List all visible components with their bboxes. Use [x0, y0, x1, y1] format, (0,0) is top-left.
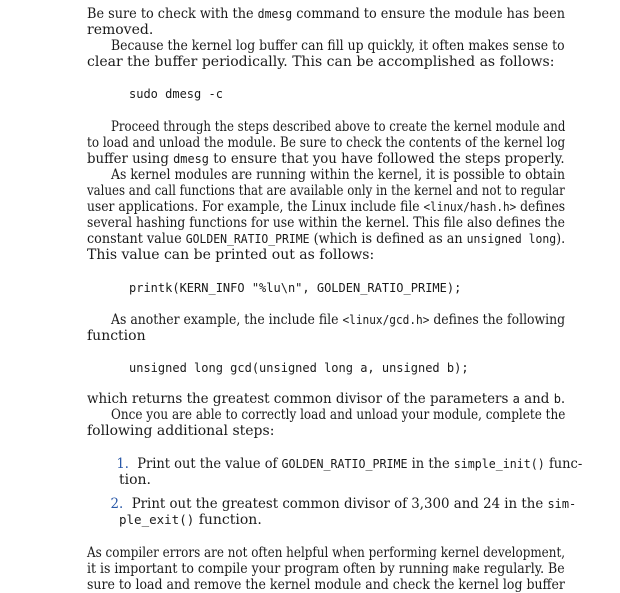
paragraph-line [87, 328, 146, 344]
paragraph-line [87, 22, 153, 38]
text: Proceed through the steps described above to create the kernel module and [111, 119, 566, 135]
text: This value can be printed out as follows: [87, 247, 375, 263]
paragraph-line [87, 577, 565, 593]
list-number: 1. [116, 456, 129, 472]
inline-code: sim- [547, 496, 577, 511]
code-block: printk(KERN_INFO "%lu\n", GOLDEN_RATIO_PRIME); [129, 281, 462, 295]
text: function [87, 328, 146, 344]
inline-code: dmesg [173, 151, 209, 166]
text: clear the buffer periodically. This can be accomplished as follows: [87, 54, 555, 70]
paragraph-line [111, 407, 565, 423]
paragraph-line [111, 312, 565, 328]
paragraph-line [87, 135, 565, 151]
list-item-continuation [119, 472, 151, 488]
text: several hashing functions for use within the kernel. This file also defines the [87, 215, 565, 231]
text: to ensure that you have followed the steps properly. [208, 151, 565, 167]
paragraph-line [87, 151, 565, 167]
inline-code: make [452, 561, 480, 576]
inline-code: GOLDEN_RATIO_PRIME [281, 456, 408, 471]
text: constant value [87, 231, 186, 247]
text: tion. [119, 472, 151, 488]
text: Print out the value of [137, 456, 282, 472]
text: which returns the greatest common divisor of the parameters [87, 391, 513, 407]
text: function. [194, 512, 262, 528]
inline-code: simple_init() [453, 456, 545, 471]
list-item [117, 456, 583, 472]
paragraph-line [87, 561, 565, 577]
inline-code: GOLDEN_RATIO_PRIME [185, 231, 310, 246]
text: following additional steps: [87, 423, 275, 439]
inline-code: ple_exit() [119, 512, 195, 527]
list-item [110, 496, 576, 512]
text: in the [407, 456, 454, 472]
text: Because the kernel log buffer can fill up quickly, it often makes sense to [111, 38, 565, 54]
list-item-continuation [119, 512, 262, 528]
paragraph-line [87, 215, 565, 231]
paragraph-line [87, 247, 374, 263]
text: removed. [87, 22, 154, 38]
text: defines [516, 199, 566, 215]
text: and [519, 391, 554, 407]
text: command to ensure the module has been [292, 6, 565, 22]
paragraph-line [87, 199, 565, 215]
paragraph-line [111, 119, 565, 135]
text: Once you are able to correctly load and unload your module, complete the [111, 407, 566, 423]
text: (which is defined as an [309, 231, 467, 247]
text: As another example, the include file [111, 312, 343, 328]
text: to load and unload the module. Be sure to check the contents of the kernel log [87, 135, 566, 151]
inline-code: b [553, 391, 561, 406]
text: func- [544, 456, 583, 472]
text: sure to load and remove the kernel module and check the kernel log buffer [87, 577, 565, 593]
inline-code: unsigned long [466, 231, 557, 246]
paragraph-line [87, 545, 565, 561]
inline-code: dmesg [257, 6, 293, 21]
text: defines the following [429, 312, 566, 328]
text: As kernel modules are running within the kernel, it is possible to obtain [111, 167, 565, 183]
paragraph-line [87, 6, 565, 22]
text: user applications. For example, the Linux include file [87, 199, 424, 215]
inline-code: a [512, 391, 520, 406]
text: values and call functions that are available only in the kernel and not to regular [87, 183, 565, 199]
text: buffer using [87, 151, 174, 167]
text: regularly. Be [479, 561, 565, 577]
text: Be sure to check with the [87, 6, 258, 22]
text: ). [556, 231, 566, 247]
text: . [560, 391, 566, 407]
paragraph-line [111, 38, 565, 54]
text: As compiler errors are not often helpful when performing kernel development, [87, 545, 566, 561]
paragraph-line [87, 231, 565, 247]
paragraph-line [87, 54, 554, 70]
text: it is important to compile your program often by running [87, 561, 453, 577]
code-block: sudo dmesg -c [129, 87, 223, 101]
paragraph-line [87, 391, 565, 407]
code-block: unsigned long gcd(unsigned long a, unsigned b); [129, 361, 469, 375]
inline-code: <linux/hash.h> [423, 199, 517, 214]
text: Print out the greatest common divisor of 3,300 and 24 in the [131, 496, 548, 512]
inline-code: <linux/gcd.h> [342, 312, 430, 327]
paragraph-line [87, 423, 274, 439]
list-number: 2. [110, 496, 124, 512]
paragraph-line [111, 167, 565, 183]
paragraph-line [87, 183, 565, 199]
